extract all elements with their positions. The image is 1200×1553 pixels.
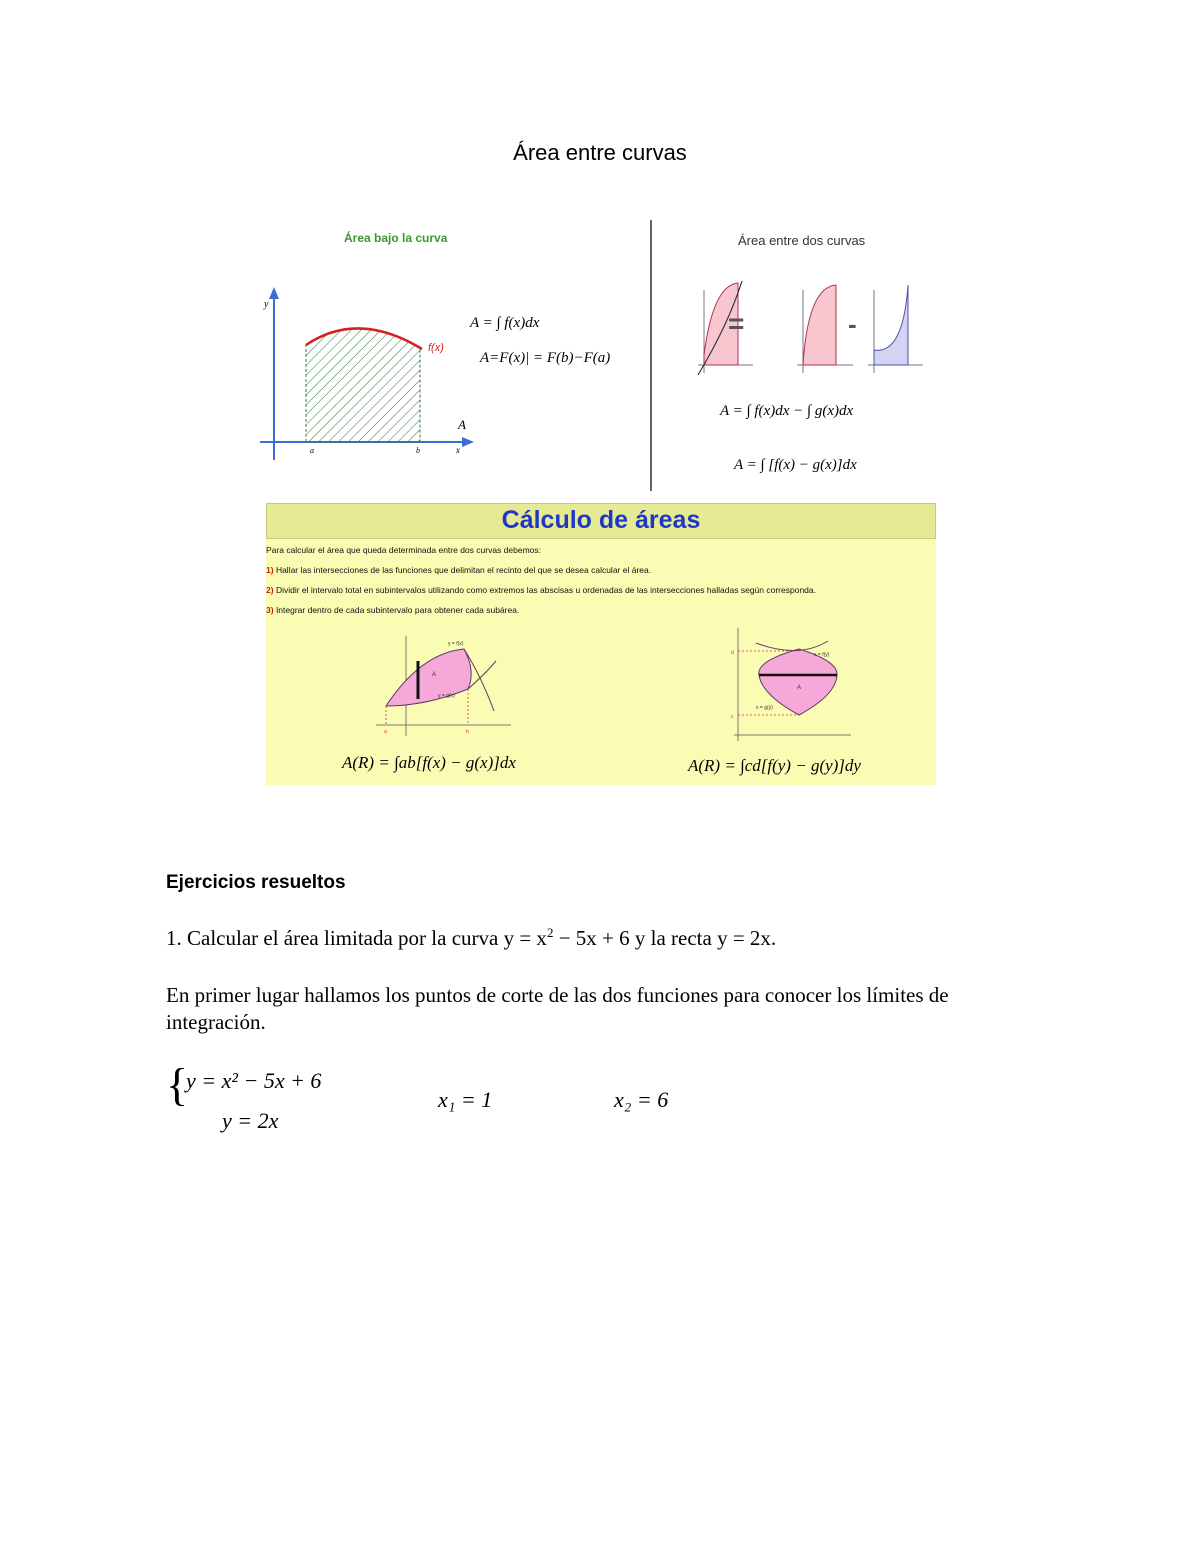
graph2-f-label: x = f(y): [814, 652, 830, 658]
area-figure: [258, 215, 938, 495]
area-label-a: A: [458, 417, 466, 432]
system-line-1: y = x² − 5x + 6: [186, 1068, 322, 1093]
graph1-a-label: A: [432, 672, 437, 678]
graph1-g-label: y = g(x): [438, 693, 455, 699]
graph1-f-label: y = f(x): [448, 641, 464, 647]
calc-intro: Para calcular el área que queda determinada entre dos curvas debemos:: [266, 545, 542, 555]
calc-step-3: 3) Integrar dentro de cada subintervalo para obtener cada subárea.: [266, 605, 520, 615]
calc-formula-dy: A(R) = ∫cd[f(y) − g(y)]dy: [688, 756, 861, 775]
system-brace-icon: {: [166, 1059, 189, 1110]
graph2-g-label: x = g(y): [756, 705, 773, 711]
fx-label: f(x): [428, 342, 444, 354]
graph1-bound-a: a: [384, 729, 387, 735]
dx-region: [386, 649, 471, 706]
system-line-2: y = 2x: [222, 1108, 279, 1133]
bound-b-label: b: [416, 446, 420, 455]
formula-combined: A = ∫ [f(x) − g(x)]dx: [734, 457, 857, 473]
formula-barrow: A=F(x)| = F(b)−F(a): [480, 350, 611, 366]
formula-difference: A = ∫ f(x)dx − ∫ g(x)dx: [720, 403, 854, 419]
exercise-explanation: En primer lugar hallamos los puntos de corte de las dos funciones para conocer los límites de integración.: [166, 983, 949, 1034]
calc-step-2: 2) Dividir el intervalo total en subintervalos utilizando como extremos las abscisas u ordenadas de las intersecciones halladas según corresponda.: [266, 585, 816, 595]
calc-graph-dx: [366, 631, 526, 741]
page-title: Área entre curvas: [513, 140, 687, 165]
graph2-bound-c: c: [731, 714, 734, 720]
exercise-statement: 1. Calcular el área limitada por la curva $y = x^2 - 5x + 6$ y la recta y = 2x.: [166, 925, 777, 950]
left-heading: Área bajo la curva: [344, 231, 448, 245]
x-axis-label: x: [456, 445, 460, 455]
bound-a-label: a: [310, 446, 314, 455]
equals-sign: =: [728, 308, 745, 339]
section-heading: Ejercicios resueltos: [166, 872, 346, 893]
calc-panel: [266, 503, 936, 785]
calc-panel-title: Cálculo de áreas: [501, 506, 701, 534]
hatched-area: [306, 328, 420, 442]
right-heading: Área entre dos curvas: [738, 233, 866, 248]
graph3-region: [874, 285, 908, 365]
solution-x1: x₁ = 1: [438, 1087, 493, 1112]
minus-sign: -: [848, 309, 857, 339]
calc-graph-dy: [726, 623, 866, 748]
calc-step-1: 1) Hallar las intersecciones de las funciones que delimitan el recinto del que se desea calcular el área.: [266, 565, 652, 575]
formula-integral: A = ∫ f(x)dx: [470, 315, 540, 331]
graph2-bound-d: d: [731, 650, 734, 656]
graph2-region: [803, 285, 836, 365]
y-axis-label: y: [264, 299, 269, 310]
y-axis-arrow-icon: [269, 287, 279, 299]
calc-formula-dx: A(R) = ∫ab[f(x) − g(x)]dx: [342, 753, 516, 772]
graph1-bound-b: b: [466, 729, 469, 735]
graph2-a-label: A: [797, 685, 802, 691]
x-axis-arrow-icon: [462, 437, 474, 447]
solution-x2: x₂ = 6: [614, 1087, 669, 1112]
